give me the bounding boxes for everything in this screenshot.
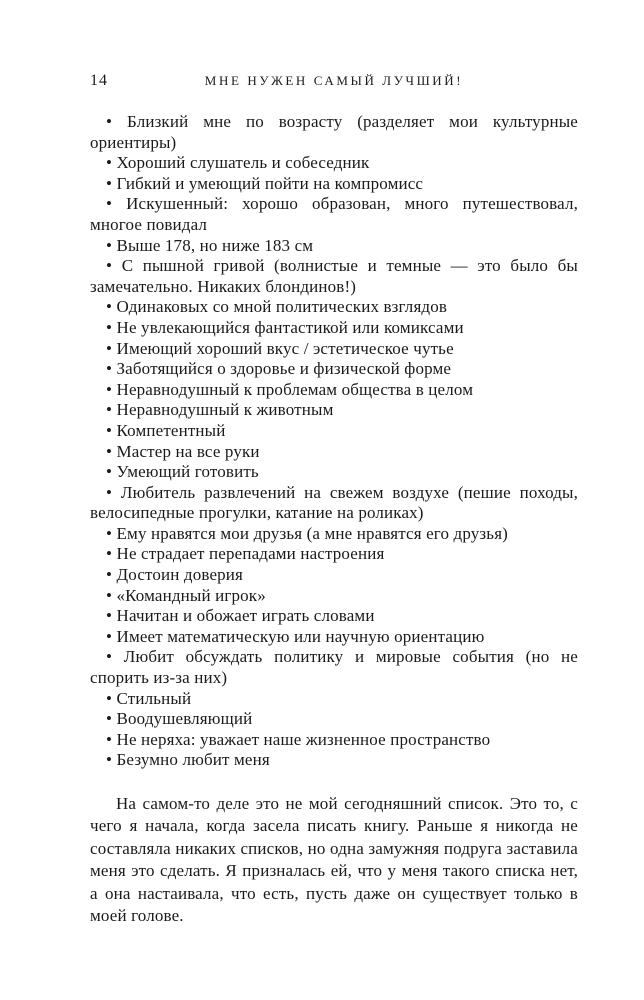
list-item	[90, 380, 578, 401]
list-item-text: Неравнодушный к животным	[116, 400, 334, 420]
bullet-icon: •	[106, 482, 113, 502]
list-item-text: Любит обсуждать политику и мировые события (но не спорить из-за них)	[90, 647, 578, 688]
list-item	[90, 750, 578, 771]
body-text	[90, 112, 578, 927]
list-item	[90, 359, 578, 380]
bullet-icon: •	[106, 585, 113, 605]
bullet-icon: •	[106, 626, 113, 646]
bullet-icon: •	[106, 112, 113, 131]
list-item-text: Имеющий хороший вкус / эстетическое чутье	[116, 338, 454, 358]
bullet-icon: •	[106, 338, 113, 358]
bullet-icon: •	[106, 565, 113, 585]
list-item-text: Мастер на все руки	[116, 441, 260, 461]
list-item	[90, 318, 578, 339]
list-item	[90, 339, 578, 360]
list-item-text: Достоин доверия	[116, 565, 244, 585]
bullet-icon: •	[106, 379, 113, 399]
list-item	[90, 565, 578, 586]
list-item	[90, 709, 578, 730]
list-item	[90, 689, 578, 710]
list-item-text: Близкий мне по возрасту (разделяет мои культурные ориентиры)	[90, 112, 578, 152]
list-item	[90, 421, 578, 442]
list-item-text: Любитель развлечений на свежем воздухе (пешие походы, велосипедные прогулки, катание на роликах)	[90, 482, 578, 523]
bullet-icon: •	[106, 420, 113, 440]
bullet-icon: •	[106, 729, 113, 749]
list-item-text: Не неряха: уважает наше жизненное пространство	[116, 729, 491, 749]
bullet-icon: •	[106, 173, 113, 193]
bullet-icon: •	[106, 523, 113, 543]
list-item	[90, 256, 578, 297]
list-item-text: С пышной гривой (волнистые и темные — это было бы замечательно. Никаких блондинов!)	[90, 256, 578, 296]
body-paragraph: На самом-то деле это не мой сегодняшний список. Это то, с чего я начала, когда засела писать книгу. Раньше я никогда не составляла никаких списков, но одна замужняя подруга заставила меня это сделать. Я призналась ей, что у меня такого списка нет, а она настаивала, что есть, пусть даже он существует только в моей голове.	[90, 794, 578, 926]
list-item-text: Гибкий и умеющий пойти на компромисс	[116, 173, 424, 193]
list-item-text: «Командный игрок»	[116, 585, 266, 605]
list-item-text: Стильный	[116, 688, 192, 708]
list-item	[90, 647, 578, 688]
list-item-text: Неравнодушный к проблемам общества в целом	[116, 379, 474, 399]
bullet-icon: •	[106, 153, 113, 173]
list-item	[90, 236, 578, 257]
list-item	[90, 483, 578, 524]
bullet-icon: •	[106, 688, 113, 708]
bullet-icon: •	[106, 709, 113, 729]
list-item	[90, 462, 578, 483]
page-number: 14	[90, 72, 108, 89]
list-item-text: Ему нравятся мои друзья (а мне нравятся его друзья)	[116, 523, 508, 543]
list-item	[90, 606, 578, 627]
bullet-icon: •	[106, 544, 113, 564]
list-item	[90, 194, 578, 235]
list-item-text: Выше 178, но ниже 183 см	[116, 235, 314, 255]
list-item	[90, 627, 578, 648]
list-item	[90, 153, 578, 174]
list-item	[90, 112, 578, 153]
bullet-icon: •	[106, 400, 113, 420]
bullet-icon: •	[106, 235, 113, 255]
list-item	[90, 730, 578, 751]
list-item	[90, 524, 578, 545]
list-item	[90, 174, 578, 195]
list-item-text: Умеющий готовить	[116, 462, 259, 482]
bullet-icon: •	[106, 359, 113, 379]
criteria-list	[90, 112, 578, 771]
list-item-text: Компетентный	[116, 420, 226, 440]
list-item	[90, 544, 578, 565]
bullet-icon: •	[106, 606, 113, 626]
running-head	[90, 72, 578, 94]
list-item-text: Одинаковых со мной политических взглядов	[116, 297, 448, 317]
bullet-icon: •	[106, 317, 113, 337]
list-item-text: Заботящийся о здоровье и физической форме	[116, 359, 452, 379]
bullet-icon: •	[106, 256, 113, 276]
bullet-icon: •	[106, 297, 113, 317]
list-item-text: Воодушевляющий	[116, 709, 253, 729]
list-item-text: Искушенный: хорошо образован, много путешествовал, многое повидал	[90, 194, 578, 234]
list-item	[90, 586, 578, 607]
bullet-icon: •	[106, 441, 113, 461]
list-item-text: Безумно любит меня	[116, 750, 270, 770]
list-item	[90, 442, 578, 463]
list-item-text: Не страдает перепадами настроения	[116, 544, 385, 564]
list-item	[90, 297, 578, 318]
bullet-icon: •	[106, 462, 113, 482]
list-item-text: Не увлекающийся фантастикой или комиксами	[116, 317, 464, 337]
running-head-title: МНЕ НУЖЕН САМЫЙ ЛУЧШИЙ!	[204, 73, 464, 88]
bullet-icon: •	[106, 750, 113, 770]
bullet-icon: •	[106, 647, 113, 667]
list-item-text: Хороший слушатель и собеседник	[116, 153, 370, 173]
list-item-text: Имеет математическую или научную ориентацию	[116, 626, 485, 646]
list-item	[90, 400, 578, 421]
list-item-text: Начитан и обожает играть словами	[116, 606, 375, 626]
bullet-icon: •	[106, 194, 113, 214]
